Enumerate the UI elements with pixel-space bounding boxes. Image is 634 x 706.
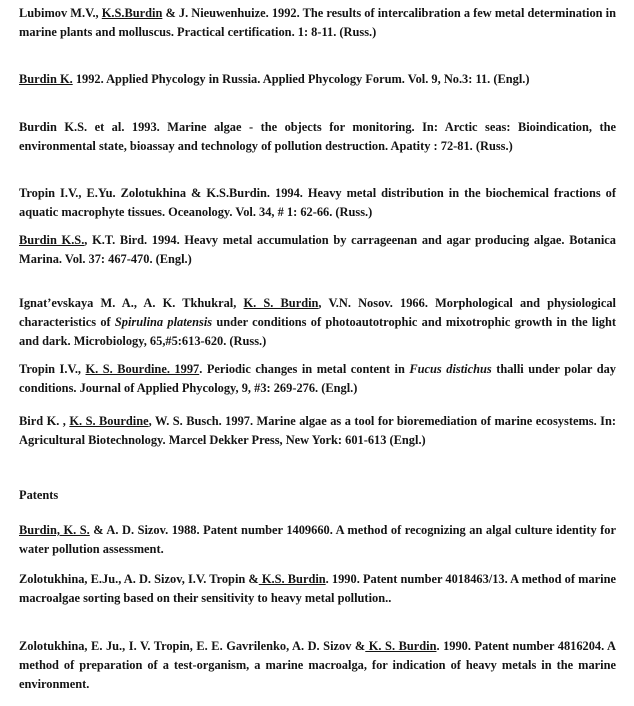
citation-text: & J. Nieuwenhuize. 1992. The results of intercalibration a few metal determination in marine plants and molluscus. Practical certification. 1: 8-11. (Russ.) <box>19 6 617 39</box>
citation-text: . 1990. Patent number 4018463/13. A method of marine macroalgae sorting based on their sensitivity to heavy metal pollution.. <box>19 572 616 605</box>
reference-entry <box>19 360 616 398</box>
citation-text: , V.N. Nosov. 1966. Morphological and physiological characteristics of <box>19 296 616 329</box>
citation-text: . 1990. Patent number 4816204. A method of preparation of a test-organism, a marine macroalga, for indication of heavy metals in the marine environment. <box>19 639 617 691</box>
patent-entry <box>19 521 616 559</box>
citation-text: Tropin I.V., E.Yu. Zolotukhina & K.S.Burdin. 1994. Heavy metal distribution in the biochemical fractions of aquatic macrophyte tissues. Oceanology. Vol. 34, # 1: 62-66. (Russ.) <box>19 186 616 219</box>
citation-text: Bird K. , <box>19 414 70 428</box>
author-highlight: K. S. Bourdine. 1997 <box>85 362 200 376</box>
citation-text: Lubimov M.V., <box>19 6 102 20</box>
author-highlight: K.S.Burdin <box>101 6 163 20</box>
citation-text: 1992. Applied Phycology in Russia. Applied Phycology Forum. Vol. 9, No.3: 11. (Engl.) <box>72 72 530 86</box>
species-name: Fucus distichus <box>409 362 492 376</box>
citation-text: thalli under polar day conditions. Journal of Applied Phycology, 9, #3: 269-276. (Engl.) <box>19 362 616 395</box>
reference-entry <box>19 70 616 89</box>
patent-entry <box>19 570 616 608</box>
author-highlight: K.S. Burdin <box>258 572 326 586</box>
reference-entry <box>19 118 616 156</box>
species-name: Spirulina platensis <box>114 315 213 329</box>
author-highlight: Burdin, K. S. <box>19 523 90 537</box>
citation-text: . Periodic changes in metal content in <box>199 362 410 376</box>
citation-text: Tropin I.V., <box>19 362 86 376</box>
author-highlight: K. S. Burdin <box>365 639 437 653</box>
reference-entry <box>19 184 616 222</box>
reference-entry <box>19 412 616 450</box>
patents-heading: Patents <box>19 488 59 502</box>
author-highlight: Burdin K. <box>19 72 73 86</box>
citation-text: under conditions of photoautotrophic and mixotrophic growth in the light and dark. Microbiology, 65,#5:613-620. (Russ.) <box>19 315 616 348</box>
patent-entry <box>19 637 616 694</box>
citation-text: Burdin K.S. et al. 1993. Marine algae - the objects for monitoring. In: Arctic seas: Bioindication, the environmental state, bioassay and technology of pollution destruction. Apatity : 72-81. (Russ.) <box>19 120 616 153</box>
reference-entry <box>19 294 616 351</box>
citation-text: , K.T. Bird. 1994. Heavy metal accumulation by carrageenan and agar producing algae. Botanica Marina. Vol. 37: 467-470. (Engl.) <box>19 233 616 266</box>
reference-entry <box>19 231 616 269</box>
author-highlight: K. S. Bourdine <box>69 414 149 428</box>
citation-text: Zolotukhina, E.Ju., A. D. Sizov, I.V. Tropin & <box>19 572 259 586</box>
citation-text: Ignat’evskaya M. A., A. K. Tkhukral, <box>19 296 244 310</box>
author-highlight: K. S. Burdin <box>243 296 319 310</box>
citation-text: & A. D. Sizov. 1988. Patent number 1409660. A method of recognizing an algal culture identity for water pollution assessment. <box>19 523 616 556</box>
reference-entry <box>19 4 616 42</box>
citation-text: Zolotukhina, E. Ju., I. V. Tropin, E. E. Gavrilenko, A. D. Sizov & <box>19 639 366 653</box>
author-highlight: Burdin K.S. <box>19 233 85 247</box>
citation-text: , W. S. Busch. 1997. Marine algae as a tool for bioremediation of marine ecosystems. In: Agricultural Biotechnology. Marcel Dekker Press, New York: 601-613 (Engl.) <box>19 414 616 447</box>
